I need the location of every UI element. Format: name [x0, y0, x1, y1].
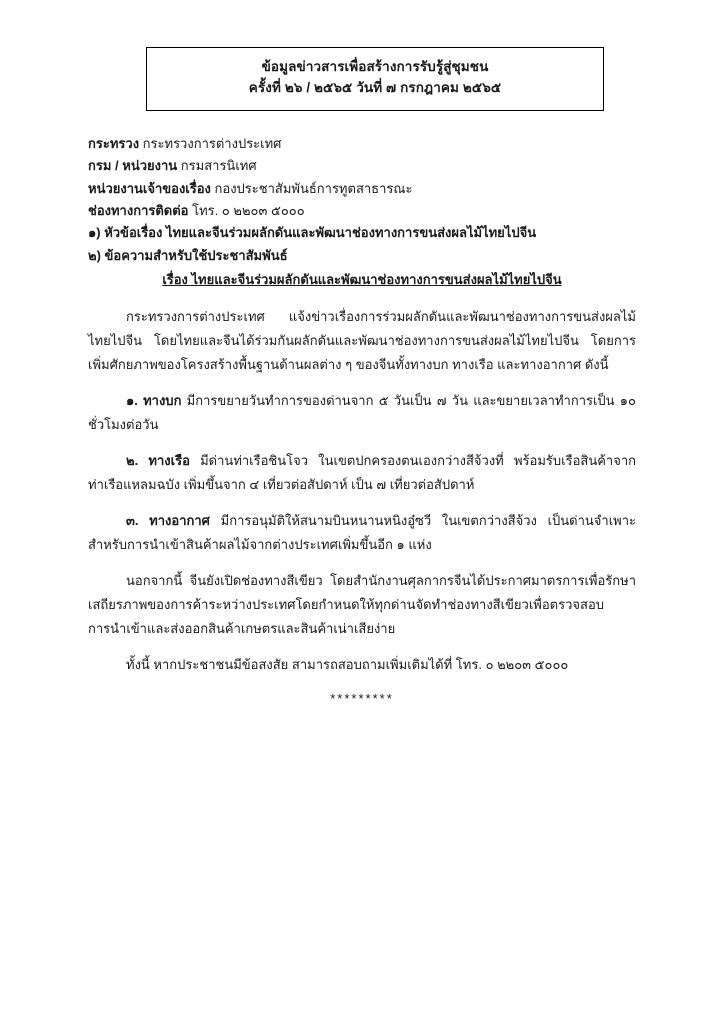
- ministry-value: กระทรวงการต่างประเทศ: [142, 136, 282, 151]
- contact-value: โทร. ๐ ๒๒๐๓ ๕๐๐๐: [192, 203, 305, 219]
- header-box: [146, 47, 604, 111]
- sea-label: ๒. ทางเรือ: [126, 453, 190, 469]
- meta-block: [88, 133, 648, 267]
- owner-value: กองประชาสัมพันธ์การทูตสาธารณะ: [214, 180, 413, 196]
- meta-row-owner: [88, 178, 648, 200]
- meta-row-item-2: [88, 245, 648, 267]
- paragraph-intro: กระทรวงการต่างประเทศ แจ้งข่าวเรื่องการร่วมผลักดันและพัฒนาช่องทางการขนส่งผลไม้ไทยไปจีน โดยไทยและจีนได้ร่วมกันผลักดันและพัฒนาช่องทางการขนส่งผลไม้ไทยไปจีน โดยการเพิ่มศักยภาพของโครงสร้างพื้นฐานด้านผลต่าง ๆ ของจีนทั้งทางบก ทางเรือ และทางอากาศ ดังนี้: [88, 308, 636, 372]
- ministry-label: กระทรวง: [88, 136, 140, 151]
- department-label: กรม / หน่วยงาน: [88, 158, 178, 174]
- meta-row-department: [88, 155, 648, 177]
- paragraph-land: [88, 389, 636, 437]
- contact-label: ช่องทางการติดต่อ: [88, 203, 189, 219]
- air-text: มีการอนุมัติให้สนามบินหนานหนิงอู๋ซวี ในเขตกว่างสีจ้วง เป็นด่านจำเพาะสำหรับการนำเข้าสินค้าผลไม้จากต่างประเทศเพิ่มขึ้นอีก ๑ แห่ง: [88, 513, 636, 553]
- paragraph-air: [88, 509, 636, 557]
- header-title-line-2: ครั้งที่ ๒๖ / ๒๕๖๕ วันที่ ๗ กรกฎาคม ๒๕๖๕: [248, 79, 502, 95]
- header-title-line-1: ข้อมูลข่าวสารเพื่อสร้างการรับรู้สู่ชุมชน: [261, 59, 489, 74]
- subject-line: เรื่อง ไทยและจีนร่วมผลักดันและพัฒนาช่องทางการขนส่งผลไม้ไทยไปจีน: [162, 272, 562, 287]
- item-1-text: ๑) หัวข้อเรื่อง ไทยและจีนร่วมผลักดันและพัฒนาช่องทางการขนส่งผลไม้ไทยไปจีน: [88, 225, 537, 241]
- sea-text: มีด่านท่าเรือชินโจว ในเขตปกครองตนเองกว่างสีจ้วงที่ พร้อมรับเรือสินค้าจากท่าเรือแหลมฉบัง เพิ่มขึ้นจาก ๔ เที่ยวต่อสัปดาห์ เป็น ๗ เที่ยวต่อสัปดาห์: [88, 453, 636, 493]
- owner-label: หน่วยงานเจ้าของเรื่อง: [88, 180, 211, 196]
- paragraph-green-channel: นอกจากนี้ จีนยังเปิดช่องทางสีเขียว โดยสำนักงานศุลกากรจีนได้ประกาศมาตรการเพื่อรักษาเสถียรภาพของการค้าระหว่างประเทศโดยกำหนดให้ทุกด่านจัดทำช่องทางสีเขียวเพื่อตรวจสอบการนำเข้าและส่งออกสินค้าเกษตรและสินค้าเน่าเสียง่าย: [88, 573, 636, 637]
- paragraph-contact: ทั้งนี้ หากประชาชนมีข้อสงสัย สามารถสอบถามเพิ่มเติมได้ที่ โทร. ๐ ๒๒๐๓ ๕๐๐๐: [126, 657, 569, 673]
- footer-separator: *********: [330, 691, 394, 707]
- land-text: มีการขยายวันทำการของด่านจาก ๕ วันเป็น ๗ วัน และขยายเวลาทำการเป็น ๑๐ ชั่วโมงต่อวัน: [88, 392, 636, 432]
- paragraph-sea: [88, 449, 636, 497]
- department-value: กรมสารนิเทศ: [180, 158, 257, 174]
- land-label: ๑. ทางบก: [126, 392, 182, 408]
- meta-row-item-1: [88, 222, 648, 244]
- meta-row-contact: [88, 200, 648, 222]
- air-label: ๓. ทางอากาศ: [126, 513, 210, 529]
- meta-row-ministry: [88, 133, 648, 155]
- item-2-text: ๒) ข้อความสำหรับใช้ประชาสัมพันธ์: [88, 247, 288, 263]
- body-block: [88, 270, 636, 706]
